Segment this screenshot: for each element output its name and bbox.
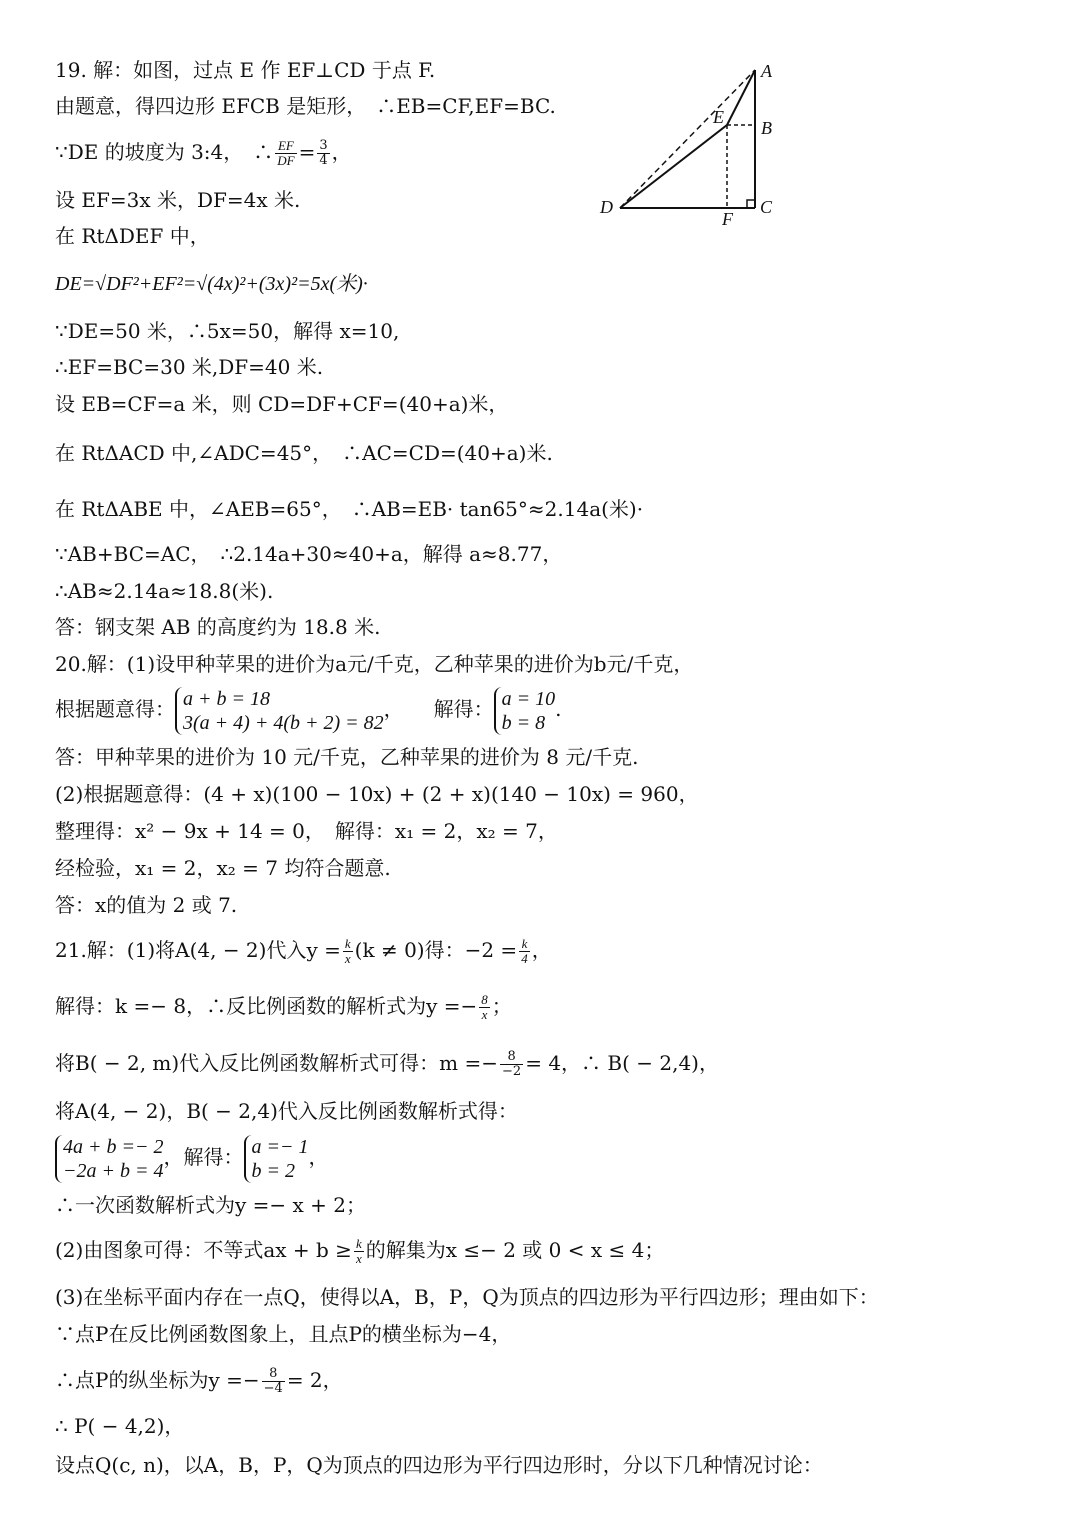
label-c: C <box>760 197 773 217</box>
equation-row: b = 8 <box>501 711 546 734</box>
p21-line-7-lead: (2)由图象可得：不等式ax + b ≥ <box>55 1238 352 1262</box>
equation-row: a + b = 18 <box>183 687 270 710</box>
p20-answer-1: 答：甲种苹果的进价为 10 元/千克，乙种苹果的进价为 8 元/千克. <box>55 745 639 769</box>
fraction-k-over-x <box>343 937 353 966</box>
p20-line-5: 整理得：x² − 9x + 14 = 0， 解得：x₁ = 2，x₂ = 7， <box>55 819 558 843</box>
equation-system-3 <box>55 1135 164 1183</box>
fraction-denominator: x <box>344 951 351 966</box>
p20-answer-2: 答：x的值为 2 或 7. <box>55 893 238 917</box>
p19-line-8: ∴EF=BC=30 米,DF=40 米. <box>55 355 324 379</box>
p21-line-9: ∵点P在反比例函数图象上，且点P的横坐标为−4， <box>55 1322 512 1346</box>
p19-line-3 <box>55 138 352 168</box>
p20-line-6: 经检验，x₁ = 2，x₂ = 7 均符合题意. <box>55 856 391 880</box>
fraction-denominator: x <box>481 1007 488 1022</box>
p21-line-2-end: ； <box>491 994 512 1018</box>
p21-line-1 <box>55 936 552 966</box>
p19-line-4: 设 EF=3x 米，DF=4x 米. <box>55 188 301 212</box>
p21-line-3 <box>55 1049 719 1079</box>
fraction-numerator: 3 <box>319 138 328 153</box>
fraction-numerator: k <box>519 937 530 952</box>
fraction-numerator: 8 <box>481 992 488 1007</box>
p19-line-1: 19. 解：如图，过点 E 作 EF⊥CD 于点 F. <box>55 58 436 82</box>
equation-row: 3(a + 4) + 4(b + 2) = 82 <box>183 711 384 734</box>
p19-answer: 答：钢支架 AB 的高度约为 18.8 米. <box>55 615 381 639</box>
p20-line-2-lead: 根据题意得： <box>55 697 175 721</box>
geometry-diagram <box>590 55 790 230</box>
p21-line-10-lead: ∴点P的纵坐标为y =− <box>55 1368 260 1392</box>
label-e: E <box>713 107 724 127</box>
p20-line-1: 20.解：(1)设甲种苹果的进价为a元/千克，乙种苹果的进价为b元/千克， <box>55 652 694 676</box>
fraction-numerator: 8 <box>262 1367 285 1382</box>
fraction-numerator: 8 <box>500 1050 523 1065</box>
p21-line-3-end: = 4，∴ B( − 2,4)， <box>525 1051 719 1075</box>
p19-line-6-formula: DE=√DF²+EF²=√(4x)²+(3x)²=5x(米)· <box>55 273 368 295</box>
p21-line-7 <box>55 1236 664 1266</box>
p19-line-5: 在 RtΔDEF 中， <box>55 224 210 248</box>
p20-line-2-end: . <box>555 697 562 721</box>
p19-line-11: 在 RtΔABE 中，∠AEB=65°， ∴AB=EB· tan65°≈2.14a(米)· <box>55 497 644 521</box>
fraction-k-over-x-2 <box>354 1237 364 1266</box>
p19-line-2: 由题意，得四边形 EFCB 是矩形， ∴EB=CF,EF=BC. <box>55 94 556 118</box>
fraction-8-over-x <box>479 993 490 1022</box>
p19-line-12: ∵AB+BC=AC， ∴2.14a+30≈40+a，解得 a≈8.77， <box>55 542 563 566</box>
p20-line-4: (2)根据题意得：(4 + x)(100 − 10x) + (2 + x)(140 − 10x) = 960， <box>55 782 699 806</box>
fraction-numerator: EF <box>275 139 296 154</box>
equation-row: a =− 1 <box>251 1135 309 1158</box>
equation-system-1 <box>175 687 384 735</box>
fraction-denominator: x <box>355 1251 362 1266</box>
segment-ea <box>727 70 755 125</box>
p21-line-11: ∴ P( − 4,2)， <box>55 1414 185 1438</box>
p21-line-5-end: ， <box>308 1145 329 1169</box>
fraction-denominator: −4 <box>263 1381 283 1396</box>
p19-line-10: 在 RtΔACD 中,∠ADC=45°， ∴AC=CD=(40+a)米. <box>55 441 553 465</box>
label-f: F <box>722 209 733 229</box>
label-a: A <box>761 61 772 81</box>
segment-da-dashed <box>620 70 755 208</box>
fraction-8-over-neg2 <box>500 1050 523 1079</box>
fraction-numerator: k <box>355 1236 362 1251</box>
p19-line-3-lead: ∵DE 的坡度为 3:4， ∴ <box>55 140 274 164</box>
p21-line-7-end: 的解集为x ≤− 2 或 0 < x ≤ 4； <box>365 1238 665 1262</box>
fraction-8-over-neg4 <box>262 1367 285 1396</box>
p21-line-1-mid: (k ≠ 0)得：−2 = <box>354 938 518 962</box>
fraction-numerator: k <box>344 936 351 951</box>
p20-line-2 <box>55 684 561 735</box>
segment-de <box>620 125 727 208</box>
equation-row: a = 10 <box>501 687 556 710</box>
equals-sign: = <box>298 140 316 164</box>
equation-row: −2a + b = 4 <box>63 1159 164 1182</box>
equation-system-4 <box>244 1135 309 1183</box>
fraction-denominator: −2 <box>502 1064 522 1079</box>
fraction-k-over-4 <box>519 937 530 966</box>
fraction-denominator: DF <box>277 153 295 168</box>
equation-system-2 <box>494 687 556 735</box>
p21-line-2-lead: 解得：k =− 8，∴反比例函数的解析式为y =− <box>55 994 478 1018</box>
right-angle-mark <box>747 200 755 208</box>
equation-row: 4a + b =− 2 <box>63 1135 164 1158</box>
fraction-denominator: 4 <box>521 951 528 966</box>
p21-line-6: ∴一次函数解析式为y =− x + 2； <box>55 1193 367 1217</box>
p19-line-9: 设 EB=CF=a 米，则 CD=DF+CF=(40+a)米， <box>55 392 509 416</box>
p21-line-3-lead: 将B( − 2, m)代入反比例函数解析式可得：m =− <box>55 1051 499 1075</box>
fraction-denominator: 4 <box>319 153 328 168</box>
p21-line-10 <box>55 1366 343 1396</box>
p21-line-12: 设点Q(c, n)，以A，B，P，Q为顶点的四边形为平行四边形时，分以下几种情况讨论： <box>55 1453 823 1477</box>
p21-line-10-end: = 2， <box>286 1368 343 1392</box>
p21-line-5-mid: ，解得： <box>163 1145 244 1169</box>
p21-line-1-lead: 21.解：(1)将A(4, − 2)代入y = <box>55 938 341 962</box>
p21-line-5 <box>55 1132 329 1183</box>
p19-line-13: ∴AB≈2.14a≈18.8(米). <box>55 579 274 603</box>
p21-line-4: 将A(4, − 2)，B( − 2,4)代入反比例函数解析式得： <box>55 1099 518 1123</box>
fraction-three-quarters <box>317 139 329 168</box>
p19-line-3-end: ， <box>331 140 352 164</box>
p21-line-1-end: ， <box>531 938 552 962</box>
label-b: B <box>761 118 772 138</box>
equation-row: b = 2 <box>251 1159 295 1182</box>
fraction-ef-df <box>275 139 296 168</box>
p21-line-2 <box>55 992 512 1022</box>
p19-line-7: ∵DE=50 米，∴5x=50，解得 x=10, <box>55 319 400 343</box>
label-d: D <box>600 197 613 217</box>
p21-line-8: (3)在坐标平面内存在一点Q，使得以A，B，P，Q为顶点的四边形为平行四边形；理由如下： <box>55 1285 879 1309</box>
p20-line-2-mid: ， 解得： <box>383 697 494 721</box>
